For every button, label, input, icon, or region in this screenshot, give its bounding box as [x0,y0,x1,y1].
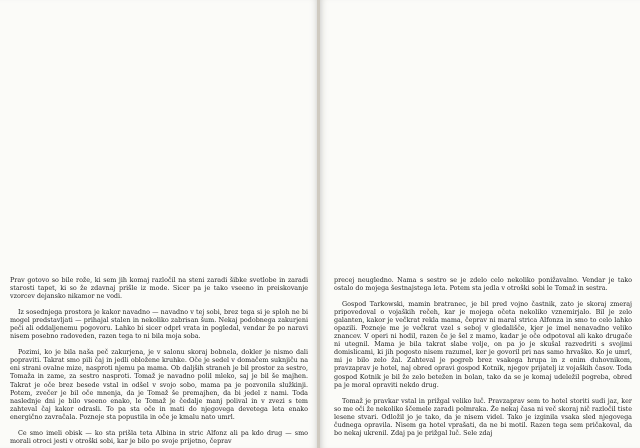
paragraph: Pozimi, ko je bila naša peč zakurjena, je v salonu skoraj bobnela, dokler je nismo dali popraviti. Takrat smo pili čaj in jedli obložene kruhke. Oče je sedel v domačem suknjiču na eni strani ovalne mize, nasproti njemu pa mama. Ob daljših straneh je bil prostor za sestro, Tomaža in zame, za sestro nasproti. Tomaž je navadno polil mleko, saj je bil še majhen. Takrat je oče brez besede vstal in odšel v svojo sobo, mama pa je pozvonila služkinji. Potem, zvečer je bil oče mnenja, da je Tomaž še premajhen, da bi jedel z nami. Toda naslednje dni je bilo vseeno enako, le Tomaž je čedalje manj polival in v zvezi s tem zahteval čaj kakor odrasli. To pa sta oče in mati do njegovega devetega leta enako energično zavračala. Pozneje sta popustila in oče je kmalu nato umrl. [10,348,308,421]
paragraph: Gospod Tarkowski, mamin bratranec, je bil pred vojno častnik, zato je skoraj zmeraj pripovedoval o vojaških rečeh, kar je mojega očeta nekoliko vznemirjalo. Bil je zelo galanten, kakor je večkrat rekla mama, čeprav ni maral strica Alfonza in smo to celo lahko opazili. Pozneje me je večkrat vzel s seboj v gledališče, kjer je imel nenavadno veliko znancev. V operi ni hodil, razen če je šel z mamo, kadar je oče odpotoval ali kako drugače ni utegnil. Mama je bila takrat slabe volje, on pa jo je skušal razvedriti s svojimi domislicami, ki jih pogosto nisem razumel, ker je govoril pri nas samo hrvaško. Ko je umrl, mi je bilo zelo žal. Zahteval je pogreb brez vsakega hrupa in z enim duhovnikom, pravzaprav je hotel, naj obred opravi gospod Kotnik, njegov prijatelj iz vojaških časov. Toda gospod Kotnik je bil že zelo betežen in bolan, tako da se je komaj udeležil pogreba, obred pa je moral opraviti nekdo drug. [334,300,632,389]
right-page [320,0,640,448]
paragraph: Prav gotovo so bile rože, ki sem jih komaj razločil na steni zaradi šibke svetlobe in zaradi starosti tapet, ki so že zdavnaj prišle iz mode. Sicer pa je tako vseeno in preiskovanje vzorcev dejansko nikamor ne vodi. [10,276,308,301]
paragraph: Tomaž je pravkar vstal in prižgal veliko luč. Pravzaprav sem to hotel storiti sudi jaz, ker so me oči že nekoliko ščemele zaradi polmraka. Že nekaj časa ni več skoraj nič razločil tiste lesene stvari. Odložil jo je tako, da je nisem videl. Tako je izginila vsaka sled njegovega čudnega opravila. Nisem ga hotel vprašati, da ne bi motil. Razen tega sem pričakoval, da bo nekaj ukrenil. Zdaj pa je prižgal luč. Sele zdaj [334,396,632,437]
right-page-text [334,276,632,437]
left-page [0,0,318,448]
paragraph: Iz sosednjega prostora je kakor navadno — navadno v tej sobi, brez tega si je sploh ne bi mogel predstavljati — prihajal stalen in nekoliko zabrisan šum. Nekaj podobnega zakurjeni peči ali oddaljenemu pogovoru. Lahko bi sicer odprl vrata in pogledal, vendar že po naravi nisem posebno radoveden, razen tega to ni bila moja soba. [10,308,308,341]
paragraph: Ce smo imeli obisk — ko sta prišla teta Albina in stric Alfonz ali pa kdo drug — smo morali otroci jesti v otroški sobi, kar je bilo po svoje prijetno, čeprav [10,428,308,445]
left-page-text [10,276,308,445]
paragraph: precej neugledno. Nama s sestro se je zdelo celo nekoliko ponižavalno. Vendar je tako ostalo do mojega šestnajstega leta. Potem sta jedla v otroški sobi le Tomaž in sestra. [334,276,632,293]
